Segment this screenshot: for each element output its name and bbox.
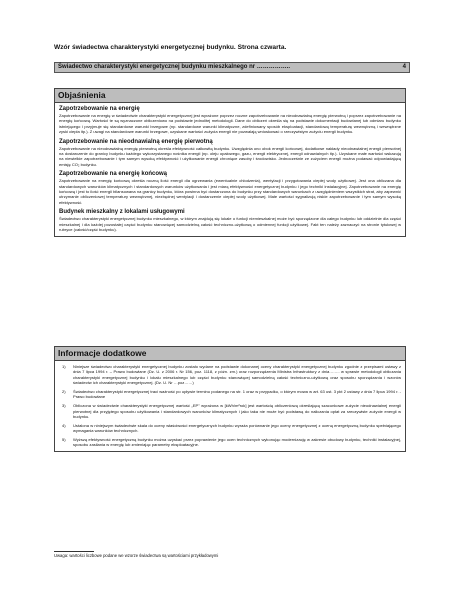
list-item-text: Obliczona w świadectwie charakterystyki energetycznej wartość „EP” wyrażona w [kWh/m²rok] jest wartością obliczeniową określającą szacunkowe zużycie nieodnawialnej energii pierwotnej dla przyjętego sposobu użytkowania i standardowych warunków klimatycznych i jako taka nie może być podstawą do naliczania opłat za rzeczywiste zużycie energii w budynku. xyxy=(73,403,401,420)
list-item xyxy=(59,437,401,448)
list-item xyxy=(59,364,401,386)
topic-text-primary-energy: Zapotrzebowanie na nieodnawialną energię pierwotną określa efektywność całkowitą budynku. Uwzględnia ono obok energii końcowej, dodatkowe nakłady nieodnawialnej energii pierwotnej na dostarczenie do granicy budynku każdego wykorzystanego nośnika energii (np. oleju opałowego, gazu, energii elektrycznej, energii odnawialnych itp.). Uzyskane małe wartości wskazują na niewielkie zapotrzebowanie i tym samym wysoką efektywność i użytkowanie energii chroniące zasoby i środowisko. Jednocześnie ze zużyciem energii można podawać odpowiadającą emisję CO₂ budynku. xyxy=(59,145,401,167)
topic-title-energy-demand: Zapotrzebowanie na energię xyxy=(59,106,140,112)
list-item-text: Ustalona w niniejszym świadectwie skala do oceny właściwości energetycznych budynku wyraża porównanie jego oceny energetycznej z oceną energetyczną budynku spełniającego wymagania warunków technicznych. xyxy=(73,422,401,434)
topic-text-final-energy: Zapotrzebowanie na energię końcową określa roczną ilość energii dla ogrzewania (ewentualnie chłodzenia), wentylacji i przygotowania ciepłej wody użytkowej. Jest ona obliczana dla standardowych warunków klimatycznych i standardowych warunków użytkowania i jest miarą efektywności energetycznej budynku i jego techniki instalacyjnej. Zapotrzebowanie na energię końcową i jest to ilość energii bilansowana na granicy budynku, która powinna być dostarczona do budynku przy standardowych warunkach z uwzględnieniem wszystkich strat, aby zapewnić utrzymanie obliczeniowej temperatury wewnętrznej, niezbędnej wentylacji i dostarczenie ciepłej wody użytkowej. Małe wartości sygnalizują niskie zapotrzebowanie i tym samym wysoką efektywność. xyxy=(59,178,401,205)
list-item-number: 3) xyxy=(62,403,66,409)
list-item-text: Wyższą efektywność energetyczną budynku można uzyskać przez poprawienie jego ocen technicznych wykonując modernizację w zakresie obudowy budynku, techniki instalacyjnej, sposobu zasilania w energię lub zmieniając parametry eksploatacyjne. xyxy=(73,437,401,448)
certificate-header-label: Świadectwo charakterystyki energetycznej budynku mieszkalnego nr …………….. xyxy=(58,64,291,70)
additional-info-heading: Informacje dodatkowe xyxy=(55,347,405,361)
list-item xyxy=(59,423,401,434)
list-item-number: 2) xyxy=(62,389,66,395)
list-item-number: 4) xyxy=(62,422,66,428)
list-item xyxy=(59,403,401,419)
page-title: Wzór świadectwa charakterystyki energetycznej budynku. Strona czwarta. xyxy=(54,44,287,51)
topic-title-final-energy: Zapotrzebowanie na energię końcową xyxy=(59,171,168,178)
page-number: 4 xyxy=(402,64,406,70)
list-item-text: Niniejsze świadectwo charakterystyki energetycznej budynku zostało wydane na podstawie dokonanej oceny charakterystyki energetycznej budynku zgodnie z przepisami ustawy z dnia 7 lipca 1994 r. – Prawo budowlane (Dz. U. z 2006 r. Nr 156, poz. 1118, z późn. zm.) oraz rozporządzenia Ministra Infrastruktury z dnia…….. w sprawie metodologii obliczania charakterystyki energetycznej budynku i lokalu mieszkalnego lub części budynku stanowiącej samodzielną całość techniczno-użytkową oraz sposobu sporządzania i wzorów świadectw ich charakterystyki energetycznej. (Dz. U. Nr …poz……) xyxy=(73,364,401,386)
list-item-text: Świadectwo charakterystyki energetycznej traci ważność po upływie terminu podanego na str. 1 oraz w przypadku, o którym mowa w art. 63 ust. 3 pkt 2 ustawy z dnia 7 lipca 1994 r. - Prawo budowlane xyxy=(73,389,401,400)
list-item-number: 5) xyxy=(62,437,66,443)
footnote-divider xyxy=(54,551,94,552)
additional-info-list xyxy=(59,364,401,448)
topic-text-energy-demand: Zapotrzebowanie na energię w świadectwie charakterystyki energetycznej jest wyrażone poprzez roczne zapotrzebowanie na nieodnawialną energię pierwotną i poprzez zapotrzebowanie na energię końcową. Wartości te są wyznaczone obliczeniowo na podstawie jednolitej metodologii. Dane do obliczeń określa się na podstawie dokumentacji budowlanej lub odmiaru budynku istniejącego i przyjmuje się standardowe warunki brzegowe (np. standardowe warunki klimatyczne, zdefiniowany sposób eksploatacji, standardową temperaturę wewnętrzną i wewnętrzne zyski ciepła itp.). Z uwagi na standardowe warunki brzegowe, uzyskane wartości zużycia energii nie pozwalają wnioskować o rzeczywistym zużyciu energii budynku. xyxy=(59,113,401,135)
topic-text-mixed-use-building: Świadectwo charakterystyki energetycznej budynku mieszkalnego, w którym znajdują się lokale o funkcji niemieszkalnej może być sporządzone dla całego budynku lub oddzielnie dla części mieszkalnej i dla każdej pozostałej części budynku stanowiącej samodzielną całość techniczno-użytkową o odmiennej funkcji użytkowej. Fakt ten należy zaznaczyć na stronie tytułowej w rubryce (całość/część budynku). xyxy=(59,216,401,233)
additional-info-body xyxy=(55,361,405,451)
list-item-number: 1) xyxy=(62,364,66,369)
explanations-heading: Objaśnienia xyxy=(55,89,405,103)
topic-title-primary-energy: Zapotrzebowanie na nieodnawialną energię pierwotną xyxy=(59,138,213,145)
topic-title-mixed-use-building: Budynek mieszkalny z lokalami usługowymi xyxy=(59,209,185,216)
explanations-section xyxy=(54,88,406,237)
footnote: Uwaga: wartości liczbowe podane we wzorze świadectwa są wartościami przykładowymi xyxy=(54,553,219,558)
certificate-header-bar xyxy=(54,62,410,73)
list-item xyxy=(59,389,401,400)
explanations-body xyxy=(55,103,405,236)
additional-info-section xyxy=(54,346,406,452)
